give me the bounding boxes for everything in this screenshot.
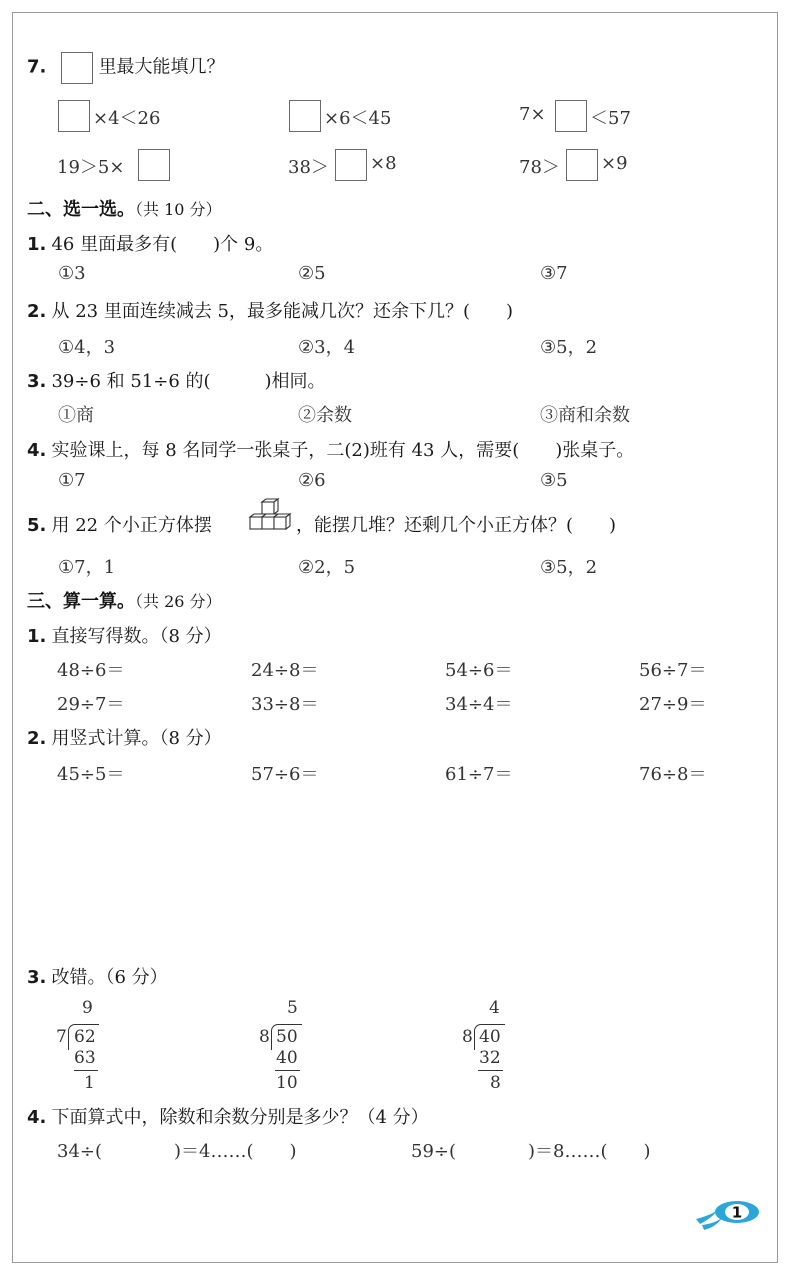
option[interactable]: ②6	[298, 470, 326, 491]
option[interactable]: ①4，3	[58, 337, 116, 358]
q7-item: 7×	[519, 104, 546, 125]
option[interactable]: ②3，4	[298, 337, 356, 358]
option[interactable]: ③5	[540, 470, 568, 491]
question-number: 7.	[27, 56, 47, 78]
question-text: 用竖式计算。（8 分）	[51, 728, 222, 749]
question-number: 3.	[27, 967, 47, 988]
question-2-2	[27, 297, 513, 323]
section-title: 三、算一算。	[27, 591, 135, 612]
answer-box[interactable]	[566, 149, 598, 181]
product: 40	[276, 1048, 298, 1068]
calc-item: 45÷5＝	[57, 764, 125, 785]
question-text: ，能摆几堆？还剩几个小正方体？( )	[296, 515, 617, 536]
option[interactable]: ③7	[540, 263, 568, 284]
calc-item: 48÷6＝	[57, 660, 125, 681]
q7-item: ×6＜45	[324, 108, 392, 129]
subtraction-line	[275, 1070, 300, 1071]
question-3-3	[27, 963, 168, 989]
q7-item: 78＞	[519, 157, 560, 178]
option[interactable]: ①7，1	[58, 557, 116, 578]
answer-box[interactable]	[335, 149, 367, 181]
calc-item: 27÷9＝	[639, 694, 707, 715]
option[interactable]: ①7	[58, 470, 86, 491]
question-number: 4.	[27, 440, 47, 461]
question-text: 用 22 个小正方体摆	[51, 515, 212, 536]
q7-item: ×9	[601, 153, 628, 174]
subtraction-line	[74, 1070, 98, 1071]
calc-item: 33÷8＝	[251, 694, 319, 715]
question-2-5	[27, 511, 212, 537]
subtraction-line	[478, 1070, 503, 1071]
divisor: 8	[462, 1027, 473, 1047]
question-3-2	[27, 724, 222, 750]
q7-item: ＜57	[590, 108, 631, 129]
option[interactable]: ①3	[58, 263, 86, 284]
equation: 34÷( )＝4……( )	[57, 1141, 297, 1162]
page-number: 1	[731, 1203, 743, 1222]
question-3-4	[27, 1103, 429, 1129]
q7-item: 19＞5×	[57, 157, 125, 178]
question-text: 直接写得数。（8 分）	[51, 626, 222, 647]
quotient: 4	[489, 998, 500, 1018]
question-number: 1.	[27, 234, 47, 255]
remainder: 8	[490, 1073, 501, 1093]
section-score: （共 26 分）	[135, 592, 222, 611]
q7-item: 38＞	[288, 157, 329, 178]
answer-box[interactable]	[58, 100, 90, 132]
dividend: 62	[74, 1027, 96, 1047]
option[interactable]: ②5	[298, 263, 326, 284]
option[interactable]: ①商	[58, 405, 94, 426]
dividend: 40	[479, 1027, 501, 1047]
question-number: 2.	[27, 301, 47, 322]
question-number: 5.	[27, 515, 47, 536]
section-score: （共 10 分）	[135, 200, 222, 219]
remainder: 10	[276, 1073, 298, 1093]
question-text: 实验课上，每 8 名同学一张桌子，二(2)班有 43 人，需要( )张桌子。	[51, 440, 635, 461]
quotient: 5	[287, 998, 298, 1018]
divisor: 7	[56, 1027, 67, 1047]
answer-box[interactable]	[289, 100, 321, 132]
calc-item: 76÷8＝	[639, 764, 707, 785]
product: 32	[479, 1048, 501, 1068]
question-text: 从 23 里面连续减去 5，最多能减几次？还余下几？( )	[51, 301, 514, 322]
answer-box[interactable]	[555, 100, 587, 132]
question-2-3	[27, 367, 326, 393]
page-number-badge	[694, 1197, 762, 1233]
calc-item: 57÷6＝	[251, 764, 319, 785]
question-number: 2.	[27, 728, 47, 749]
section-3-heading	[27, 587, 222, 613]
question-text: 里最大能填几？	[98, 56, 225, 78]
question-2-4	[27, 436, 634, 462]
answer-box[interactable]	[61, 52, 93, 84]
cubes-icon	[248, 498, 296, 538]
option[interactable]: ③商和余数	[540, 405, 630, 426]
divisor: 8	[259, 1027, 270, 1047]
calc-item: 54÷6＝	[445, 660, 513, 681]
q7-item: ×8	[370, 153, 397, 174]
calc-item: 34÷4＝	[445, 694, 513, 715]
calc-item: 56÷7＝	[639, 660, 707, 681]
question-text: 39÷6 和 51÷6 的( )相同。	[51, 371, 326, 392]
quotient: 9	[82, 998, 93, 1018]
option[interactable]: ②2，5	[298, 557, 356, 578]
section-2-heading	[27, 195, 222, 221]
equation: 59÷( )＝8……( )	[411, 1141, 651, 1162]
question-number: 3.	[27, 371, 47, 392]
calc-item: 61÷7＝	[445, 764, 513, 785]
option[interactable]: ②余数	[298, 405, 352, 426]
answer-box[interactable]	[138, 149, 170, 181]
question-text: 下面算式中，除数和余数分别是多少？（4 分）	[51, 1107, 429, 1128]
q7-item: ×4＜26	[93, 108, 161, 129]
remainder: 1	[84, 1073, 95, 1093]
question-text: 46 里面最多有( )个 9。	[51, 234, 274, 255]
question-2-1	[27, 230, 273, 256]
option[interactable]: ③5，2	[540, 337, 598, 358]
question-3-1	[27, 622, 222, 648]
option[interactable]: ③5，2	[540, 557, 598, 578]
section-title: 二、选一选。	[27, 199, 135, 220]
question-number: 4.	[27, 1107, 47, 1128]
question-text: 改错。（6 分）	[51, 967, 168, 988]
product: 63	[74, 1048, 96, 1068]
calc-item: 29÷7＝	[57, 694, 125, 715]
question-number: 1.	[27, 626, 47, 647]
calc-item: 24÷8＝	[251, 660, 319, 681]
dividend: 50	[276, 1027, 298, 1047]
question-7	[27, 52, 225, 84]
